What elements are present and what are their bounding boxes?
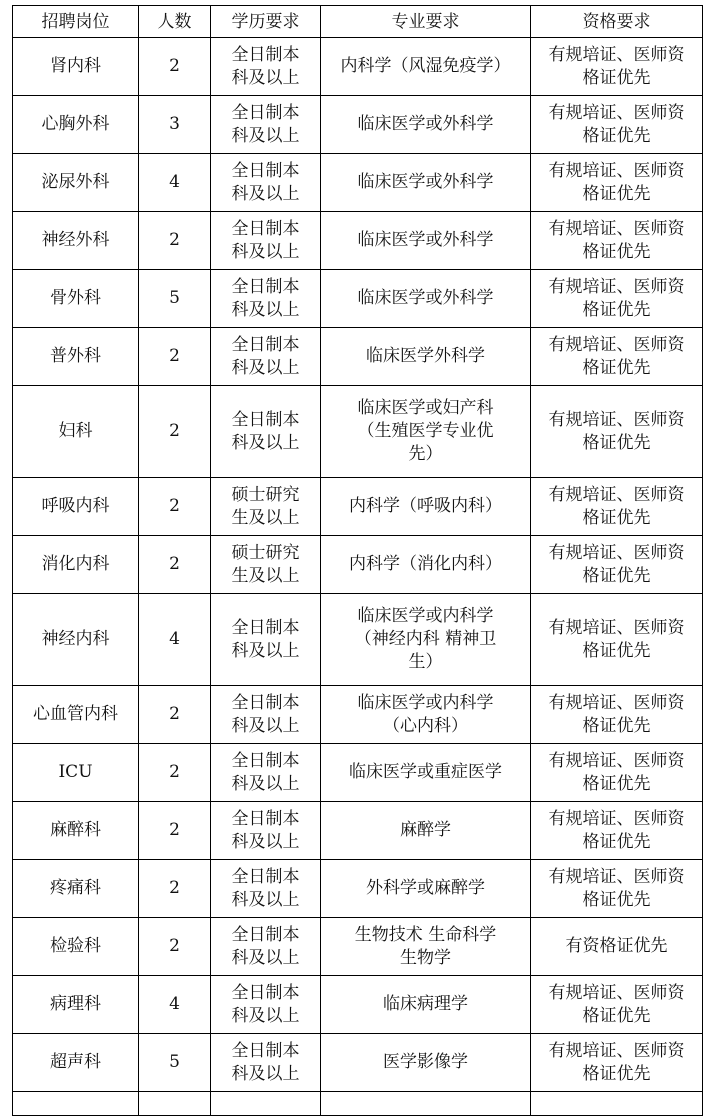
qualification-line: 格证优先 — [582, 507, 651, 528]
header-education: 学历要求 — [211, 6, 321, 38]
cell-count: 4 — [139, 594, 211, 686]
education-line: 科及以上 — [231, 889, 300, 910]
header-major: 专业要求 — [321, 6, 531, 38]
qualification-line: 格证优先 — [582, 1063, 651, 1084]
cell-qualification — [531, 478, 703, 536]
table-row — [13, 536, 703, 594]
cell-education — [211, 154, 321, 212]
qualification-line: 有规培证、医师资 — [548, 409, 685, 430]
table-row — [13, 744, 703, 802]
major-line: （生殖医学专业优 — [357, 421, 494, 441]
table-row — [13, 270, 703, 328]
education-line: 全日制本 — [231, 866, 300, 887]
major-line: 医学影像学 — [383, 1052, 468, 1072]
education-line: 硕士研究 — [231, 484, 300, 505]
cell-qualification — [531, 154, 703, 212]
table-row — [13, 96, 703, 154]
cell-qualification — [531, 802, 703, 860]
cell-position: 呼吸内科 — [13, 478, 139, 536]
education-line: 生及以上 — [231, 565, 300, 586]
major-line: 临床医学或内科学 — [357, 692, 494, 713]
table-row — [13, 976, 703, 1034]
cell-count: 2 — [139, 478, 211, 536]
cell-count: 3 — [139, 96, 211, 154]
major-line: 生物技术 生命科学 — [354, 924, 497, 945]
qualification-line: 有规培证、医师资 — [548, 484, 685, 505]
table-row — [13, 154, 703, 212]
education-line: 科及以上 — [231, 432, 300, 453]
qualification-line: 有规培证、医师资 — [548, 102, 685, 123]
cell-position: 心血管内科 — [13, 686, 139, 744]
cell-education — [211, 744, 321, 802]
education-line: 全日制本 — [231, 1040, 300, 1061]
cell-education — [211, 594, 321, 686]
cell-qualification — [531, 594, 703, 686]
cell-education — [211, 1034, 321, 1092]
cell-education — [211, 976, 321, 1034]
cell-major — [321, 478, 531, 536]
cell-education — [211, 38, 321, 96]
education-line: 全日制本 — [231, 924, 300, 945]
cell-qualification — [531, 386, 703, 478]
qualification-line: 格证优先 — [582, 183, 651, 204]
education-line: 全日制本 — [231, 102, 300, 123]
qualification-line: 有规培证、医师资 — [548, 542, 685, 563]
cell-education — [211, 536, 321, 594]
cell-education — [211, 918, 321, 976]
major-line: 临床医学外科学 — [366, 346, 485, 366]
education-line: 全日制本 — [231, 750, 300, 771]
cell-education — [211, 686, 321, 744]
education-line: 全日制本 — [231, 160, 300, 181]
major-line: （心内科） — [383, 715, 468, 736]
education-line: 全日制本 — [231, 276, 300, 297]
education-line: 科及以上 — [231, 1063, 300, 1084]
cell-qualification — [531, 860, 703, 918]
cell-count: 2 — [139, 386, 211, 478]
cell-count: 2 — [139, 328, 211, 386]
qualification-line: 格证优先 — [582, 831, 651, 852]
table-row — [13, 38, 703, 96]
cell-qualification — [531, 212, 703, 270]
education-line: 全日制本 — [231, 334, 300, 355]
cell-position: ICU — [13, 744, 139, 802]
major-line: 临床医学或外科学 — [357, 172, 494, 192]
table-header-row — [13, 6, 703, 38]
qualification-line: 有规培证、医师资 — [548, 808, 685, 829]
cell-position: 超声科 — [13, 1034, 139, 1092]
education-line: 科及以上 — [231, 67, 300, 88]
cell-major — [321, 802, 531, 860]
qualification-line: 格证优先 — [582, 773, 651, 794]
cell-position: 病理科 — [13, 976, 139, 1034]
cell-education — [211, 270, 321, 328]
cell-position: 疼痛科 — [13, 860, 139, 918]
table-row — [13, 1034, 703, 1092]
qualification-line: 有规培证、医师资 — [548, 982, 685, 1003]
recruitment-table — [12, 5, 703, 1116]
cell-major — [321, 154, 531, 212]
cell-position: 神经内科 — [13, 594, 139, 686]
major-line: 内科学（风湿免疫学） — [340, 56, 511, 76]
table-row — [13, 802, 703, 860]
cell-qualification — [531, 744, 703, 802]
cell-qualification — [531, 1034, 703, 1092]
education-line: 科及以上 — [231, 1005, 300, 1026]
header-position: 招聘岗位 — [13, 6, 139, 38]
table-row — [13, 212, 703, 270]
qualification-line: 格证优先 — [582, 241, 651, 262]
cell-count: 2 — [139, 38, 211, 96]
qualification-line: 有规培证、医师资 — [548, 617, 685, 638]
header-qualification: 资格要求 — [531, 6, 703, 38]
major-line: 临床医学或重症医学 — [349, 762, 502, 782]
qualification-line: 格证优先 — [582, 715, 651, 736]
cell-major — [321, 38, 531, 96]
table-row — [13, 860, 703, 918]
major-line: 临床医学或外科学 — [357, 230, 494, 250]
cell-count: 2 — [139, 918, 211, 976]
major-line: （神经内科 精神卫 — [354, 629, 497, 649]
education-line: 科及以上 — [231, 947, 300, 968]
cell-position: 麻醉科 — [13, 802, 139, 860]
qualification-line: 格证优先 — [582, 432, 651, 453]
qualification-line: 有规培证、医师资 — [548, 276, 685, 297]
cell-count: 2 — [139, 212, 211, 270]
cell-count: 5 — [139, 1034, 211, 1092]
qualification-line: 格证优先 — [582, 640, 651, 661]
education-line: 全日制本 — [231, 409, 300, 430]
qualification-line: 有规培证、医师资 — [548, 692, 685, 713]
cell-qualification — [531, 536, 703, 594]
cell-major — [321, 744, 531, 802]
major-line: 临床医学或妇产科 — [357, 398, 494, 418]
cell-qualification — [531, 918, 703, 976]
cell-education — [211, 478, 321, 536]
qualification-line: 格证优先 — [582, 299, 651, 320]
cell-count: 2 — [139, 536, 211, 594]
education-line: 科及以上 — [231, 241, 300, 262]
table-row — [13, 386, 703, 478]
cell-major — [321, 918, 531, 976]
major-line: 内科学（消化内科） — [349, 554, 502, 574]
cell-position: 心胸外科 — [13, 96, 139, 154]
education-line: 全日制本 — [231, 218, 300, 239]
qualification-line: 有规培证、医师资 — [548, 160, 685, 181]
cell-major — [321, 1034, 531, 1092]
cell-count: 2 — [139, 802, 211, 860]
major-line: 临床医学或内科学 — [357, 606, 494, 626]
cell-position: 骨外科 — [13, 270, 139, 328]
education-line: 全日制本 — [231, 808, 300, 829]
cell-education — [211, 860, 321, 918]
qualification-line: 格证优先 — [582, 565, 651, 586]
major-line: 临床医学或外科学 — [357, 114, 494, 134]
cell-education — [211, 802, 321, 860]
education-line: 科及以上 — [231, 640, 300, 661]
qualification-line: 有规培证、医师资 — [548, 334, 685, 355]
qualification-line: 格证优先 — [582, 125, 651, 146]
major-line: 外科学或麻醉学 — [366, 878, 485, 898]
major-line: 先） — [408, 444, 443, 464]
qualification-line: 有资格证优先 — [565, 936, 668, 956]
cell-major — [321, 96, 531, 154]
table-row — [13, 478, 703, 536]
qualification-line: 有规培证、医师资 — [548, 750, 685, 771]
qualification-line: 有规培证、医师资 — [548, 1040, 685, 1061]
education-line: 全日制本 — [231, 692, 300, 713]
cell-position: 肾内科 — [13, 38, 139, 96]
cell-count: 2 — [139, 744, 211, 802]
cell-major — [321, 976, 531, 1034]
table-row — [13, 594, 703, 686]
cell-major — [321, 536, 531, 594]
cell-qualification — [531, 328, 703, 386]
cell-education — [211, 386, 321, 478]
cell-qualification — [531, 96, 703, 154]
table-row — [13, 918, 703, 976]
cell-count: 2 — [139, 860, 211, 918]
cell-major — [321, 386, 531, 478]
cell-qualification — [531, 38, 703, 96]
qualification-line: 格证优先 — [582, 1005, 651, 1026]
qualification-line: 格证优先 — [582, 889, 651, 910]
cell-major — [321, 686, 531, 744]
cell-position: 普外科 — [13, 328, 139, 386]
cell-major — [321, 212, 531, 270]
cell-count: 4 — [139, 154, 211, 212]
cell-major — [321, 594, 531, 686]
major-line: 生物学 — [400, 947, 451, 968]
qualification-line: 有规培证、医师资 — [548, 44, 685, 65]
cell-education — [211, 212, 321, 270]
education-line: 全日制本 — [231, 982, 300, 1003]
education-line: 科及以上 — [231, 183, 300, 204]
cell-count: 5 — [139, 270, 211, 328]
table-row — [13, 328, 703, 386]
education-line: 科及以上 — [231, 831, 300, 852]
cell-major — [321, 860, 531, 918]
cell-count: 2 — [139, 686, 211, 744]
cell-position: 检验科 — [13, 918, 139, 976]
education-line: 科及以上 — [231, 357, 300, 378]
header-count: 人数 — [139, 6, 211, 38]
education-line: 硕士研究 — [231, 542, 300, 563]
cell-major — [321, 270, 531, 328]
cell-count: 4 — [139, 976, 211, 1034]
cell-position: 消化内科 — [13, 536, 139, 594]
cell-position: 神经外科 — [13, 212, 139, 270]
cell-education — [211, 96, 321, 154]
education-line: 科及以上 — [231, 125, 300, 146]
education-line: 科及以上 — [231, 715, 300, 736]
education-line: 全日制本 — [231, 617, 300, 638]
cell-position: 妇科 — [13, 386, 139, 478]
major-line: 临床医学或外科学 — [357, 288, 494, 308]
major-line: 麻醉学 — [400, 820, 451, 840]
education-line: 科及以上 — [231, 299, 300, 320]
education-line: 全日制本 — [231, 44, 300, 65]
table-row — [13, 686, 703, 744]
qualification-line: 格证优先 — [582, 67, 651, 88]
cell-qualification — [531, 270, 703, 328]
major-line: 临床病理学 — [383, 994, 468, 1014]
cell-qualification — [531, 976, 703, 1034]
cell-education — [211, 328, 321, 386]
qualification-line: 格证优先 — [582, 357, 651, 378]
education-line: 科及以上 — [231, 773, 300, 794]
qualification-line: 有规培证、医师资 — [548, 218, 685, 239]
education-line: 生及以上 — [231, 507, 300, 528]
major-line: 内科学（呼吸内科） — [349, 496, 502, 516]
major-line: 生） — [408, 652, 443, 672]
cell-position: 泌尿外科 — [13, 154, 139, 212]
qualification-line: 有规培证、医师资 — [548, 866, 685, 887]
cell-major — [321, 328, 531, 386]
cell-qualification — [531, 686, 703, 744]
